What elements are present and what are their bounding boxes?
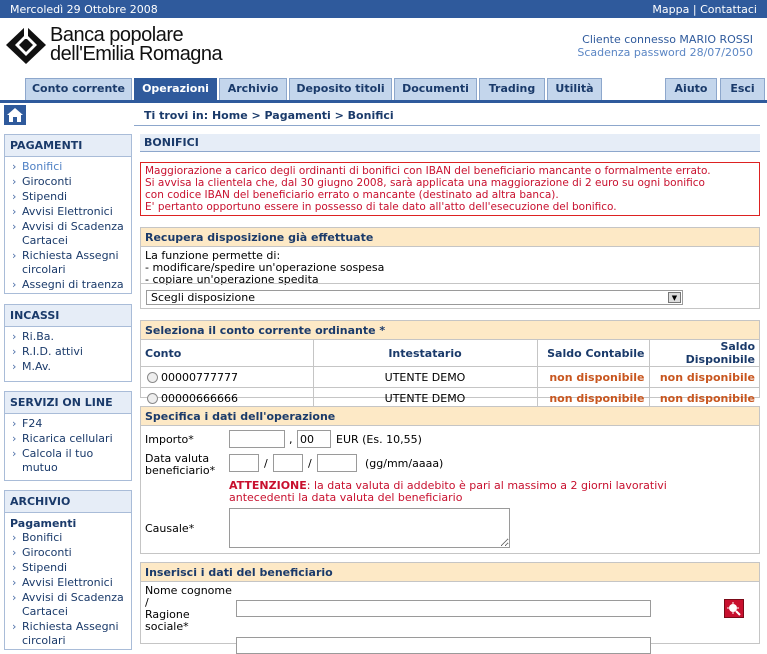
current-date: Mercoledì 29 Ottobre 2008: [10, 3, 158, 16]
sidebar-incassi-title: INCASSI: [5, 305, 131, 327]
beneficiario-title: Inserisci i dati del beneficiario: [141, 563, 759, 582]
accounts-table: [141, 340, 759, 409]
tab-conto-corrente[interactable]: Conto corrente: [25, 78, 132, 100]
tab-utilita[interactable]: Utilità: [547, 78, 602, 100]
account-holder: UTENTE DEMO: [313, 367, 537, 388]
importo-label: Importo*: [145, 433, 194, 446]
indirizzo-beneficiario-input[interactable]: [236, 637, 651, 654]
sidebar-archivio-subtitle: Pagamenti: [10, 517, 77, 530]
sidebar-item-avvisi-elettronici[interactable]: › Avvisi Elettronici: [9, 205, 131, 219]
iban-notice: [140, 162, 760, 216]
home-icon: [4, 105, 26, 125]
operazione-title: Specifica i dati dell'operazione: [141, 407, 759, 426]
conto-title: Seleziona il conto corrente ordinante *: [141, 321, 759, 340]
conto-section: [140, 320, 760, 405]
nome-label-2: /: [145, 596, 149, 609]
beneficiario-section: [140, 562, 760, 644]
sidebar-pagamenti-title: PAGAMENTI: [5, 135, 131, 157]
currency-hint: EUR (Es. 10,55): [336, 433, 422, 446]
archivio-item-bonifici[interactable]: › Bonifici: [9, 531, 131, 545]
notice-line-3: con codice IBAN del beneficiario errato o mancante (destinato ad altra banca).: [145, 189, 559, 201]
sidebar-servizi-title: SERVIZI ON LINE: [5, 392, 131, 414]
sidebar-archivio: [4, 490, 132, 650]
tab-archivio[interactable]: Archivio: [219, 78, 287, 100]
archivio-item-assegni-circolari[interactable]: › Richiesta Assegni circolari: [9, 620, 131, 648]
recupera-desc: [141, 247, 759, 286]
rubrica-button[interactable]: [724, 599, 744, 618]
chevron-down-icon: ▼: [668, 292, 681, 303]
accounts-header-row: [141, 340, 759, 367]
breadcrumb: [134, 106, 760, 126]
tab-esci[interactable]: Esci: [720, 78, 765, 100]
breadcrumb-path[interactable]: Home > Pagamenti > Bonifici: [211, 109, 394, 122]
tab-deposito-titoli[interactable]: Deposito titoli: [289, 78, 392, 100]
account-holder: UTENTE DEMO: [313, 388, 537, 409]
date-slash-2: /: [308, 457, 312, 470]
sidebar-item-avvisi-scadenza[interactable]: › Avvisi di Scadenza Cartacei: [9, 220, 131, 248]
sidebar-pagamenti: [4, 134, 132, 294]
archivio-item-avvisi-scadenza[interactable]: › Avvisi di Scadenza Cartacei: [9, 591, 131, 619]
date-day-input[interactable]: [229, 454, 259, 472]
account-cell[interactable]: [141, 367, 313, 388]
col-intestatario: Intestatario: [313, 340, 537, 367]
nome-label-4: sociale*: [145, 620, 189, 633]
recupera-divider: [141, 283, 759, 284]
archivio-item-giroconti[interactable]: › Giroconti: [9, 546, 131, 560]
sidebar-servizi: [4, 391, 132, 481]
contacts-link[interactable]: Contattaci: [700, 3, 757, 16]
nome-label-1: Nome cognome: [145, 584, 232, 597]
date-month-input[interactable]: [273, 454, 303, 472]
attenzione-line-2: antecedenti la data valuta del beneficiario: [229, 491, 463, 504]
tab-documenti[interactable]: Documenti: [394, 78, 477, 100]
notice-line-2: Si avvisa la clientela che, dal 30 giugno 2008, sarà applicata una maggiorazione di 2 euro su ogni bonifico: [145, 177, 705, 189]
date-format-hint: (gg/mm/aaaa): [365, 457, 444, 470]
recupera-desc-2: - modificare/spedire un'operazione sospesa: [145, 261, 385, 274]
operazione-section: [140, 406, 760, 554]
top-links-separator: |: [692, 3, 697, 16]
sidebar-item-f24[interactable]: › F24: [9, 417, 131, 431]
causale-label: Causale*: [145, 522, 195, 535]
nome-label: [145, 585, 232, 633]
saldo-contabile-value: non disponibile: [537, 367, 649, 388]
recupera-section: [140, 227, 760, 309]
notice-line-1: Maggiorazione a carico degli ordinanti di bonifici con IBAN del beneficiario mancante o formalmente errato.: [145, 165, 711, 177]
bank-name-line2: dell'Emilia Romagna: [50, 43, 223, 65]
sidebar-incassi: [4, 304, 132, 382]
account-radio[interactable]: [147, 372, 158, 383]
sidebar-item-mutuo[interactable]: › Calcola il tuo mutuo: [9, 447, 131, 475]
archivio-item-avvisi-elettronici[interactable]: › Avvisi Elettronici: [9, 576, 131, 590]
sidebar-item-bonifici[interactable]: › Bonifici: [9, 160, 131, 174]
importo-euro-input[interactable]: [229, 430, 285, 448]
saldo-disponibile-value: non disponibile: [649, 367, 759, 388]
saldo-contabile-value: non disponibile: [537, 388, 649, 409]
main-tabs: [0, 78, 767, 100]
date-year-input[interactable]: [317, 454, 357, 472]
account-number: 00000666666: [161, 391, 238, 405]
sidebar-item-giroconti[interactable]: › Giroconti: [9, 175, 131, 189]
disposizione-select[interactable]: [146, 290, 683, 305]
map-link[interactable]: Mappa: [652, 3, 690, 16]
data-label-2: beneficiario*: [145, 464, 216, 477]
date-slash-1: /: [264, 457, 268, 470]
account-radio[interactable]: [147, 393, 158, 404]
page-title: BONIFICI: [140, 134, 760, 152]
recupera-desc-1: La funzione permette di:: [145, 249, 281, 262]
top-links: [652, 3, 757, 16]
client-info: [577, 33, 753, 59]
breadcrumb-prefix: Ti trovi in:: [144, 109, 209, 122]
sidebar-archivio-title: ARCHIVIO: [5, 491, 131, 513]
tab-underline: [0, 100, 767, 103]
tab-aiuto[interactable]: Aiuto: [665, 78, 717, 100]
top-bar: [0, 0, 767, 18]
home-button[interactable]: [4, 105, 26, 125]
tab-trading[interactable]: Trading: [479, 78, 545, 100]
bank-name-line1: Banca popolare: [50, 24, 184, 46]
sidebar-item-mav[interactable]: › M.Av.: [9, 360, 131, 374]
bper-logo-icon: [6, 26, 46, 64]
nome-label-3: Ragione: [145, 608, 190, 621]
table-row[interactable]: [141, 367, 759, 388]
recupera-desc-3: - copiare un'operazione spedita: [145, 273, 319, 286]
account-number: 00000777777: [161, 370, 238, 384]
address-book-icon: [725, 600, 743, 617]
disposizione-select-value: Scegli disposizione: [151, 291, 255, 304]
notice-line-4: E' pertanto opportuno essere in possesso di tale dato all'atto dell'esecuzione del bonifico.: [145, 201, 617, 213]
bank-logo[interactable]: [6, 24, 246, 66]
recupera-title: Recupera disposizione già effettuate: [141, 228, 759, 247]
col-conto: Conto: [141, 340, 313, 367]
importo-comma: ,: [289, 433, 293, 446]
col-saldo-disponibile: Saldo Disponibile: [649, 340, 759, 367]
nome-beneficiario-input[interactable]: [236, 600, 651, 617]
sidebar-item-riba[interactable]: › Ri.Ba.: [9, 330, 131, 344]
col-saldo-contabile: Saldo Contabile: [537, 340, 649, 367]
sidebar-item-rid[interactable]: › R.I.D. attivi: [9, 345, 131, 359]
attenzione-word: ATTENZIONE: [229, 479, 307, 492]
sidebar-item-assegni-circolari[interactable]: › Richiesta Assegni circolari: [9, 249, 131, 277]
causale-textarea[interactable]: [229, 508, 510, 548]
attenzione-warning: [229, 480, 667, 504]
sidebar-item-assegni-traenza[interactable]: › Assegni di traenza: [9, 278, 131, 292]
archivio-item-stipendi[interactable]: › Stipendi: [9, 561, 131, 575]
importo-cents-input[interactable]: [297, 430, 331, 448]
password-expiry: Scadenza password 28/07/2050: [577, 46, 753, 59]
attenzione-text: : la data valuta di addebito è pari al massimo a 2 giorni lavorativi: [306, 479, 667, 492]
saldo-disponibile-value: non disponibile: [649, 388, 759, 409]
connected-client: Cliente connesso MARIO ROSSI: [582, 33, 753, 46]
sidebar-item-stipendi[interactable]: › Stipendi: [9, 190, 131, 204]
sidebar-item-ricarica[interactable]: › Ricarica cellulari: [9, 432, 131, 446]
tab-operazioni[interactable]: Operazioni: [134, 78, 217, 100]
data-label-1: Data valuta: [145, 452, 210, 465]
